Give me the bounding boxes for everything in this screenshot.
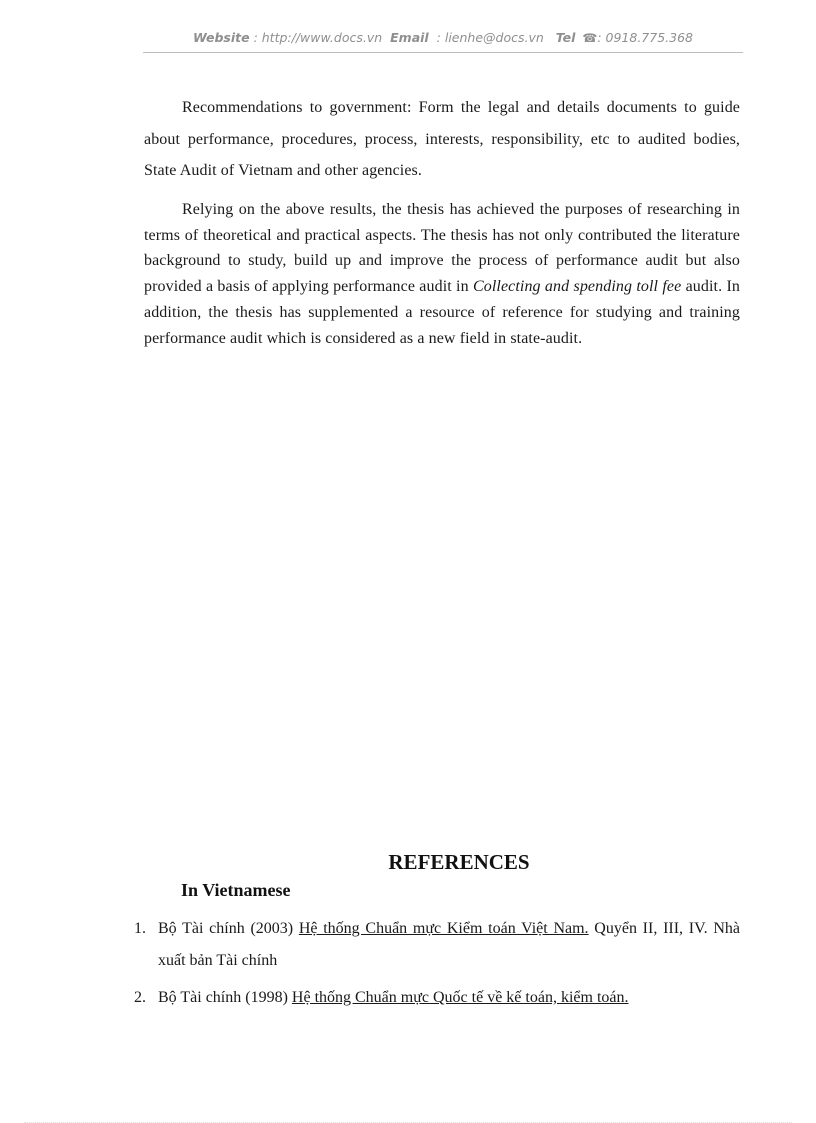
reference-body [158,985,740,1011]
reference-number: 1. [134,920,146,937]
paragraph-recommendations: Recommendations to government: Form the legal and details documents to guide about performance, procedures, process, interests, responsibility, etc to audited bodies, State Audit of Vietnam and other agencies. [144,99,740,179]
reference-item [134,985,740,1011]
reference-item [134,913,740,977]
website-label: Website [193,30,250,45]
reference-author: Bộ Tài chính (1998) [158,989,292,1006]
reference-body [158,913,740,977]
paragraph-conclusion-text-2: audit. In addition, the thesis has supplemented a resource of reference for studying and training performance audit which is considered as a new field in state-audit. [144,278,740,347]
page-header [143,30,743,53]
tel-number: : 0918.775.368 [597,30,693,45]
email-address[interactable]: : lienhe@docs.vn [436,30,544,45]
reference-title: Hệ thống Chuẩn mực Quốc tế về kế toán, kiểm toán. [291,989,629,1006]
paragraph-conclusion-italic: Collecting and spending toll fee [472,278,682,296]
reference-title: Hệ thống Chuẩn mực Kiểm toán Việt Nam. [298,920,589,937]
reference-author: Bộ Tài chính (2003) [158,920,299,937]
reference-details: Quyển II, III, IV. Nhà xuất bản Tài chính [158,920,740,969]
reference-number: 2. [134,989,146,1006]
phone-icon: ☎ [582,31,598,45]
tel-label: Tel [555,30,576,45]
email-label: Email [390,30,429,45]
website-url[interactable]: : http://www.docs.vn [253,30,383,45]
references-subheading: In Vietnamese [181,880,291,900]
paragraph-conclusion [144,197,740,351]
paragraph-conclusion-text-1: Relying on the above results, the thesis has achieved the purposes of researching in terms of theoretical and practical aspects. The thesis has not only contributed the literature background to study, build up and improve the process of performance audit but also provided a basis of applying performance audit in [144,201,740,296]
references-heading: REFERENCES [388,850,530,874]
